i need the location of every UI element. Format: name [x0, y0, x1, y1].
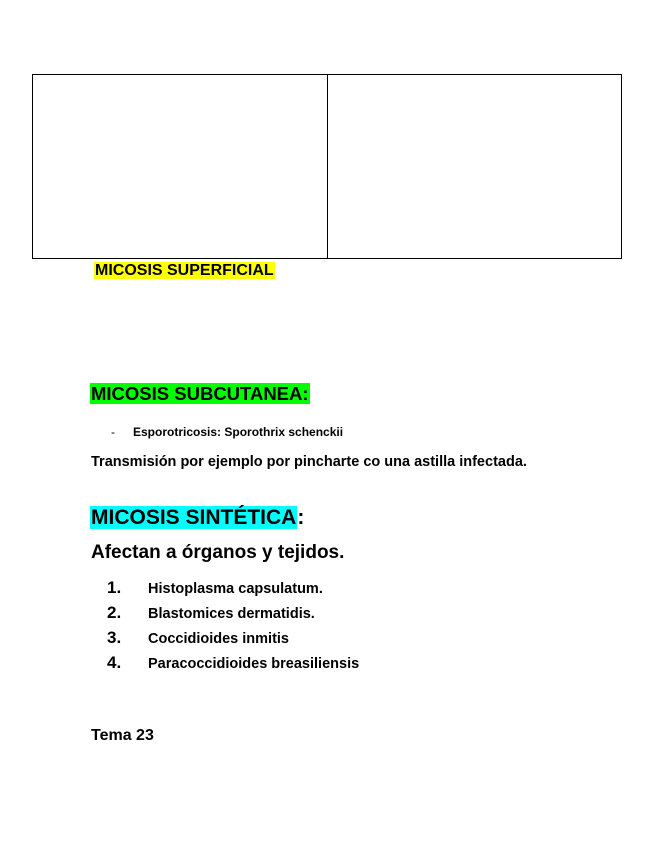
- numbered-list: [107, 578, 359, 678]
- heading-micosis-sintetica-text: MICOSIS SINTÉTICA: [91, 506, 297, 529]
- list-item-text: Paracoccidioides breasiliensis: [148, 656, 360, 672]
- table-cell-left: [33, 75, 327, 258]
- heading-micosis-superficial: [94, 261, 275, 281]
- list-item-esporotricosis: [111, 424, 343, 440]
- subheading-afectan: Afectan a órganos y tejidos.: [91, 542, 345, 563]
- list-item: [107, 603, 359, 628]
- heading-micosis-subcutanea-text: MICOSIS SUBCUTANEA:: [91, 383, 309, 404]
- list-number: 3.: [107, 628, 122, 647]
- list-item: [107, 653, 359, 678]
- list-number: 1.: [107, 578, 122, 597]
- heading-colon: :: [297, 506, 305, 529]
- table-cell-right: [327, 75, 622, 258]
- heading-micosis-superficial-text: MICOSIS SUPERFICIAL: [95, 262, 274, 279]
- list-item-text: Coccidioides inmitis: [148, 631, 289, 647]
- empty-table: [32, 74, 622, 259]
- list-item-text: Blastomices dermatidis.: [148, 606, 315, 622]
- list-item-text: Histoplasma capsulatum.: [148, 581, 323, 597]
- heading-micosis-sintetica: [90, 504, 304, 532]
- paragraph-transmision: Transmisión por ejemplo por pincharte co una astilla infectada.: [91, 454, 527, 470]
- list-item-text: Esporotricosis: Sporothrix schenckii: [133, 425, 344, 439]
- heading-micosis-subcutanea: [90, 382, 310, 406]
- list-number: 2.: [107, 603, 122, 622]
- topic-label: Tema 23: [91, 727, 154, 744]
- list-number: 4.: [107, 653, 122, 672]
- list-item: [107, 578, 359, 603]
- dash-bullet: -: [111, 425, 115, 439]
- list-item: [107, 628, 359, 653]
